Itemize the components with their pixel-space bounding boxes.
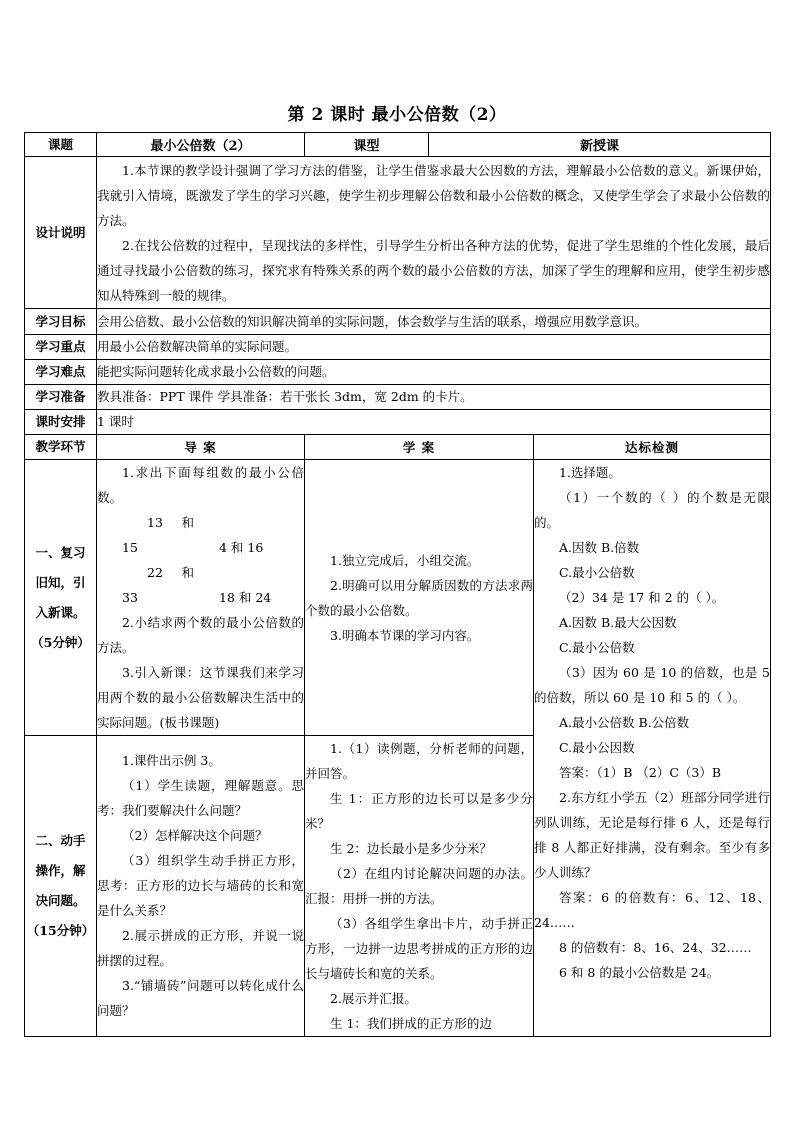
stage-review <box>25 460 97 736</box>
check-line: C.最小公因数 <box>559 740 635 755</box>
guide-text: （2）怎样解决这个问题？ <box>122 828 268 843</box>
type-label: 课型 <box>305 133 429 157</box>
stage-operation <box>25 736 97 1037</box>
info-row-key <box>25 335 771 360</box>
study-text: 2.明确可以用分解质因数的方法求两个数的最小公倍数。 <box>305 577 533 618</box>
study-text: 1.（1）读例题，分析老师的问题，并回答。 <box>305 741 533 781</box>
design-text <box>97 157 771 309</box>
stage-line: 入新课。 <box>35 604 86 620</box>
study-text: 3.明确本节课的学习内容。 <box>330 627 480 643</box>
topic-value: 最小公倍数（2） <box>97 133 305 157</box>
study-text: （2）在组内讨论解决问题的办法。汇报：用拼一拼的方法。 <box>305 866 533 906</box>
stage-line: 操作，解 <box>35 863 86 878</box>
study-text: （3）各组学生拿出卡片，动手拼正方形，一边拼一边思考拼成的正方形的边长与墙砖长和宽的关系。 <box>305 916 533 981</box>
info-value: 能把实际问题转化成求最小公倍数的问题。 <box>97 360 771 385</box>
check-line: 6 和 8 的最小公倍数是 24。 <box>559 965 720 980</box>
header-row <box>25 133 771 157</box>
stage-line: 决问题。 <box>35 893 86 908</box>
info-label: 学习准备 <box>25 385 97 410</box>
study-text: 1.独立完成后，小组交流。 <box>330 552 480 568</box>
study-text: 生 1：正方形的边长可以是多少分米？ <box>305 791 533 831</box>
check-line: C.最小公倍数 <box>559 565 635 580</box>
check-line: （2）34 是 17 和 2 的（ ）。 <box>559 590 725 605</box>
info-label: 课时安排 <box>25 410 97 435</box>
info-label: 学习目标 <box>25 309 97 335</box>
info-value: 会用公倍数、最小公倍数的知识解决简单的实际问题，体会数学与生活的联系，增强应用数学意识。 <box>97 309 771 335</box>
section-review-row <box>25 460 771 736</box>
guide-text: 1.求出下面每组数的最小公倍数。 <box>97 465 304 505</box>
guide-review <box>97 460 305 736</box>
info-row-preparation <box>25 385 771 410</box>
info-label: 学习重点 <box>25 335 97 360</box>
column-check: 达标检测 <box>534 435 771 460</box>
column-stage: 教学环节 <box>25 435 97 460</box>
info-value: 用最小公倍数解决简单的实际问题。 <box>97 335 771 360</box>
stage-line: 旧知，引 <box>35 574 86 590</box>
topic-label: 课题 <box>25 133 97 157</box>
guide-text: 3.“铺墙砖”问题可以转化成什么问题？ <box>97 978 304 1018</box>
check-line: A.因数 B.最大公因数 <box>559 615 677 630</box>
stage-line: 二、动手 <box>35 833 86 848</box>
lesson-plan-table <box>24 132 771 1037</box>
design-label: 设计说明 <box>25 157 97 309</box>
design-paragraph: 1.本节课的教学设计强调了学习方法的借鉴，让学生借鉴求最大公因数的方法，理解最小公倍数的意义。新课伊始，我就引入情境，既激发了学生的学习兴趣，使学生初步理解公倍数和最小公倍数的概念，又使学生学会了求最小公倍数的方法。 <box>97 162 771 228</box>
number-pair: 4 和 16 <box>219 540 264 555</box>
number-pairs <box>97 560 304 610</box>
guide-text: 2.展示拼成的正方形，并说一说拼摆的过程。 <box>97 928 304 968</box>
check-line: （1）一个数的（ ）的个数是无限的。 <box>534 490 771 530</box>
study-text: 生 1：我们拼成的正方形的边 <box>330 1016 492 1031</box>
info-value: 1 课时 <box>97 410 771 435</box>
type-value: 新授课 <box>429 133 771 157</box>
study-text: 2.展示并汇报。 <box>330 991 417 1006</box>
guide-text: （3）组织学生动手拼正方形，思考：正方形的边长与墙砖的长和宽是什么关系？ <box>97 853 304 918</box>
study-operation <box>305 736 534 1037</box>
check-line: 8 的倍数有：8、16、24、32…… <box>559 940 752 955</box>
column-header-row <box>25 435 771 460</box>
column-study: 学 案 <box>305 435 534 460</box>
check-line: 答案：6 的倍数有：6、12、18、24…… <box>534 890 771 930</box>
check-line: A.最小公倍数 B.公倍数 <box>559 715 690 730</box>
check-column <box>534 460 771 1037</box>
number-pair: 18 和 24 <box>219 590 272 605</box>
number-pairs <box>97 510 304 560</box>
guide-text: 3.引入新课：这节课我们来学习用两个数的最小公倍数解决生活中的实际问题。(板书课题) <box>97 665 304 730</box>
check-line: C.最小公倍数 <box>559 640 635 655</box>
check-line: 1.选择题。 <box>559 465 621 480</box>
design-row <box>25 157 771 309</box>
info-row-difficulty <box>25 360 771 385</box>
guide-text: 1.课件出示例 3。 <box>122 753 221 768</box>
study-review <box>305 460 534 736</box>
check-line: 答案：（1）B （2）C（3）B <box>559 765 722 780</box>
guide-text: （1）学生读题，理解题意。思考：我们要解决什么问题？ <box>97 778 304 818</box>
stage-line: 一、复习 <box>35 544 86 560</box>
design-paragraph: 2.在找公倍数的过程中，呈现找法的多样性，引导学生分析出各种方法的优势，促进了学生思维的个性化发展，最后通过寻找最小公倍数的练习，探究求有特殊关系的两个数的最小公倍数的方法，加深了学生的理解和应用，使学生初步感知从特殊到一般的规律。 <box>97 237 771 303</box>
study-text: 生 2：边长最小是多少分米？ <box>330 841 492 856</box>
check-line: （3）因为 60 是 10 的倍数，也是 5 的倍数，所以 60 是 10 和 5 的（ ）。 <box>534 665 771 705</box>
info-row-schedule <box>25 410 771 435</box>
column-guide: 导 案 <box>97 435 305 460</box>
page-title: 第 2 课时 最小公倍数（2） <box>287 105 507 125</box>
guide-operation <box>97 736 305 1037</box>
number-pair: 13 和 15 <box>122 515 194 555</box>
info-label: 学习难点 <box>25 360 97 385</box>
check-line: 2.东方红小学五（2）班部分同学进行列队训练，无论是每行排 6 人，还是每行排 8 人都正好排满，没有剩余。至少有多少人训练？ <box>534 790 771 880</box>
number-pair: 22 和 33 <box>122 565 194 605</box>
stage-line: （5分钟） <box>31 634 90 650</box>
guide-text: 2.小结求两个数的最小公倍数的方法。 <box>97 615 304 655</box>
info-value: 教具准备：PPT 课件 学具准备：若干张长 3dm，宽 2dm 的卡片。 <box>97 385 771 410</box>
info-row-goal <box>25 309 771 335</box>
check-line: A.因数 B.倍数 <box>559 540 640 555</box>
stage-line: （15分钟） <box>26 923 95 938</box>
